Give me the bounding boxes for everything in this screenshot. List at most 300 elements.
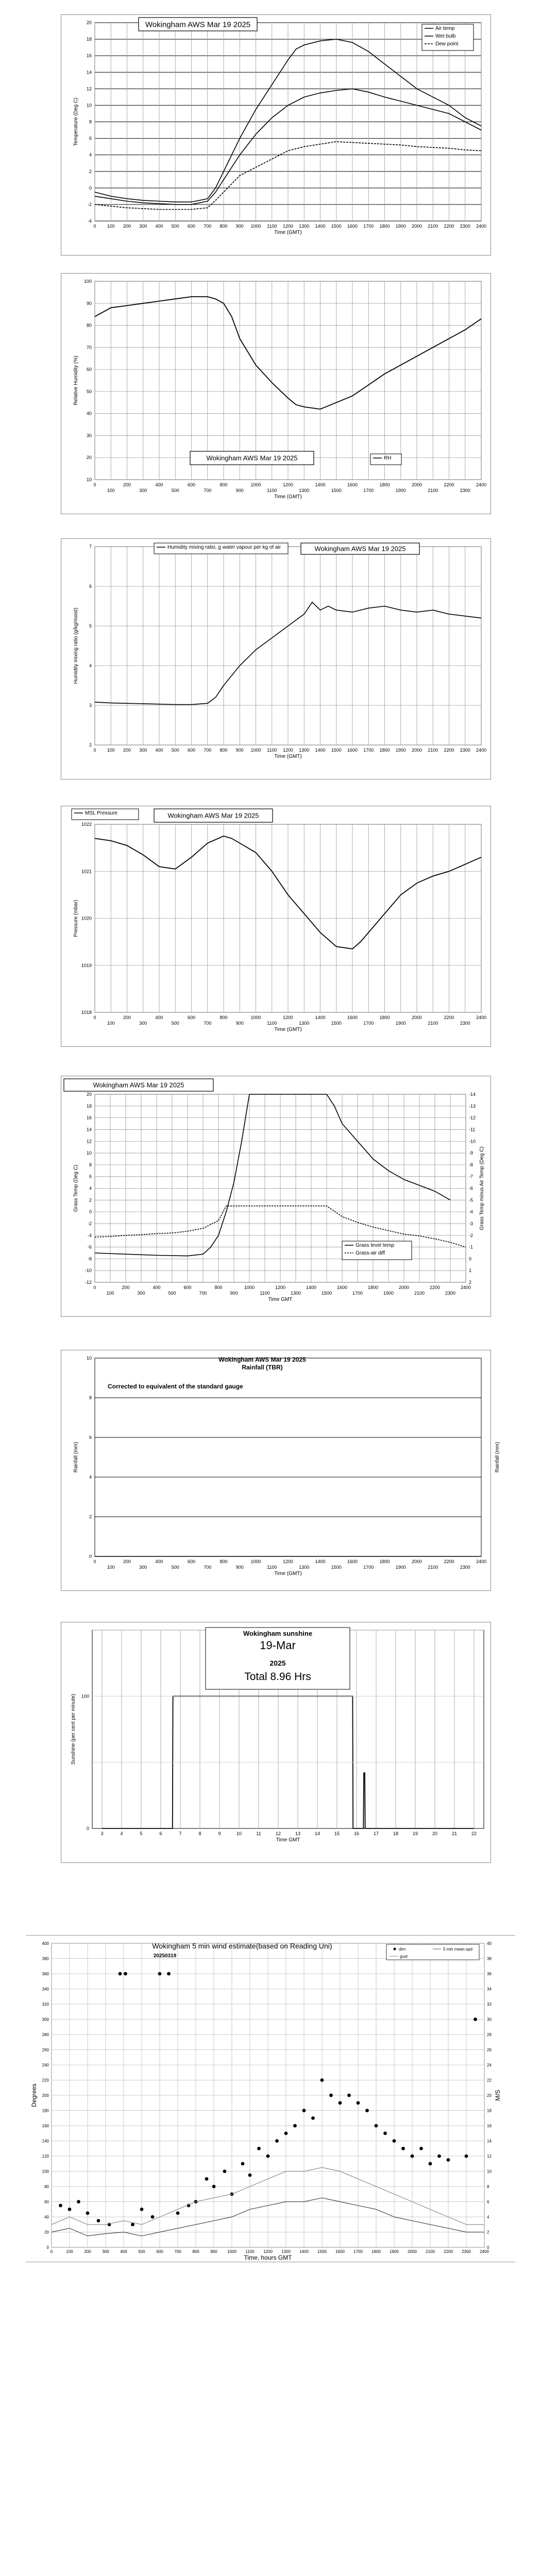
x-tick-label: 0: [50, 2249, 53, 2254]
y-right-tick-label: 24: [487, 2063, 492, 2067]
x-tick-label: 1600: [335, 2249, 345, 2254]
x-tick-label: 1800: [371, 2249, 381, 2254]
data-point-dirn: [223, 2170, 227, 2173]
y-right-tick-label: -10: [469, 1139, 476, 1144]
x-tick-label: 400: [155, 482, 163, 487]
x-tick-label: 1000: [250, 1015, 261, 1020]
x-tick-label: 2400: [476, 1015, 487, 1020]
x-axis-label: Time GMT: [268, 1297, 293, 1302]
data-point-dirn: [140, 2208, 144, 2211]
x-tick-label: 1000: [250, 1559, 261, 1564]
chart-title: Wokingham AWS Mar 19 2025: [314, 545, 406, 553]
data-point-dirn: [59, 2204, 62, 2207]
y-right-tick-label: 0: [469, 1256, 472, 1262]
x-tick-label: 1200: [282, 1559, 294, 1564]
x-tick-label: 2000: [411, 1559, 422, 1564]
y-right-tick-label: -4: [469, 1209, 474, 1215]
x-tick-label: 200: [123, 224, 131, 229]
x-tick-label: 1400: [315, 1559, 326, 1564]
data-point-dirn: [293, 2124, 297, 2128]
y-right-tick-label: 18: [487, 2108, 492, 2113]
chart-annotation: Corrected to equivalent of the standard gauge: [108, 1383, 243, 1390]
y-tick-label: -8: [87, 1256, 92, 1262]
chart-subtitle: 20250319: [153, 1953, 177, 1959]
x-tick-label: 3: [100, 1831, 104, 1836]
y-tick-label: 160: [42, 2124, 49, 2128]
y-tick-label: -10: [84, 1268, 92, 1274]
x-tick-label: 900: [235, 748, 244, 753]
x-minor-tick-label: 900: [235, 488, 244, 493]
data-point-dirn: [284, 2131, 288, 2135]
x-tick-label: 1200: [282, 1015, 294, 1020]
x-tick-label: 4: [120, 1831, 123, 1836]
x-minor-tick-label: 1300: [290, 1291, 301, 1296]
x-tick-label: 700: [204, 748, 212, 753]
x-tick-label: 100: [107, 224, 115, 229]
x-tick-label: 200: [84, 2249, 91, 2254]
y-axis-label: Rainfall (mm): [73, 1442, 79, 1473]
x-minor-tick-label: 2100: [414, 1291, 425, 1296]
chart-total: Total 8.96 Hrs: [244, 1671, 311, 1683]
data-point-dirn: [419, 2147, 423, 2150]
y-axis-label-right: M/S: [494, 2090, 501, 2101]
chart-sunshine: [61, 1622, 492, 1863]
y-right-tick-label: -5: [469, 1197, 474, 1203]
x-tick-label: 20: [432, 1831, 438, 1836]
chart-title: Wokingham AWS Mar 19 2025: [167, 811, 259, 820]
x-tick-label: 1600: [347, 482, 358, 487]
x-tick-label: 19: [412, 1831, 418, 1836]
panel-temperature: [61, 14, 491, 256]
x-tick-label: 1000: [250, 482, 261, 487]
x-tick-label: 300: [139, 224, 147, 229]
x-tick-label: 900: [235, 224, 244, 229]
x-tick-label: 1500: [331, 748, 342, 753]
x-minor-tick-label: 700: [204, 1021, 212, 1026]
x-tick-label: 1800: [379, 482, 390, 487]
x-minor-tick-label: 500: [171, 1565, 179, 1570]
x-axis-label: Time (GMT): [274, 1571, 302, 1577]
y-right-tick-label: -2: [469, 1232, 474, 1238]
y-tick-label: -4: [87, 218, 92, 224]
data-point-dirn: [167, 1972, 171, 1976]
data-point-dirn: [437, 2155, 441, 2158]
y-right-tick-label: -14: [469, 1092, 476, 1097]
y-tick-label: 10: [86, 477, 92, 482]
y-axis-label: Sunshine (per cent per minute): [71, 1693, 76, 1765]
y-right-tick-label: 26: [487, 2047, 492, 2053]
chart-wind: [26, 1936, 515, 2261]
x-minor-tick-label: 500: [171, 488, 179, 493]
data-point-dirn: [151, 2215, 155, 2219]
x-tick-label: 1400: [315, 1015, 326, 1020]
y-tick-label: 1022: [81, 822, 92, 827]
y-tick-label: 0: [89, 1209, 92, 1215]
x-tick-label: 2400: [460, 1285, 471, 1290]
y-axis-label-right: Grass Temp minus Air Temp (Deg C): [479, 1146, 485, 1230]
y-tick-label: 8: [89, 119, 92, 125]
y-tick-label: 70: [86, 345, 92, 350]
data-point-dirn: [97, 2219, 100, 2223]
y-right-tick-label: -9: [469, 1150, 474, 1156]
x-tick-label: 1100: [267, 748, 277, 753]
x-tick-label: 1800: [379, 1559, 390, 1564]
x-tick-label: 1300: [299, 748, 310, 753]
y-tick-label: 320: [42, 2002, 49, 2007]
data-point-dirn: [68, 2208, 72, 2211]
y-tick-label: 140: [42, 2139, 49, 2144]
x-tick-label: 1200: [275, 1285, 286, 1290]
x-tick-label: 400: [155, 224, 163, 229]
y-right-tick-label: -8: [469, 1162, 474, 1167]
panel-mixing-ratio: [61, 538, 491, 779]
data-point-dirn: [429, 2162, 432, 2165]
x-tick-label: 9: [218, 1831, 221, 1836]
y-tick-label: 10: [86, 1355, 92, 1361]
x-minor-tick-label: 1500: [321, 1291, 332, 1296]
y-tick-label: 2: [89, 1197, 92, 1203]
panel-humidity: [61, 273, 491, 514]
x-tick-label: 200: [123, 748, 131, 753]
data-point-dirn: [257, 2147, 261, 2150]
x-axis-label: Time (GMT): [274, 754, 302, 759]
x-tick-label: 700: [204, 224, 212, 229]
x-tick-label: 1800: [379, 1015, 390, 1020]
y-tick-label: 18: [86, 1103, 92, 1109]
x-tick-label: 500: [171, 748, 179, 753]
x-tick-label: 1300: [281, 2249, 291, 2254]
y-tick-label: -2: [87, 1221, 92, 1226]
x-tick-label: 800: [219, 224, 228, 229]
y-right-tick-label: 32: [487, 2002, 492, 2007]
x-tick-label: 1200: [282, 482, 294, 487]
y-tick-label: 200: [42, 2093, 49, 2098]
x-minor-tick-label: 1900: [383, 1291, 394, 1296]
y-tick-label: 80: [44, 2184, 49, 2189]
x-tick-label: 14: [314, 1831, 320, 1836]
x-tick-label: 0: [93, 1559, 96, 1564]
x-tick-label: 1900: [395, 224, 406, 229]
x-tick-label: 0: [93, 224, 96, 229]
x-tick-label: 6: [159, 1831, 162, 1836]
y-tick-label: 6: [89, 584, 92, 589]
y-tick-label: 30: [86, 433, 92, 438]
panel-pressure: [61, 806, 491, 1047]
y-tick-label: 180: [42, 2108, 49, 2113]
y-tick-label: 16: [86, 1115, 92, 1121]
data-point-dirn: [158, 1972, 162, 1976]
y-tick-label: 60: [44, 2199, 49, 2205]
data-point-dirn: [241, 2162, 245, 2165]
x-minor-tick-label: 900: [230, 1291, 238, 1296]
data-point-dirn: [365, 2109, 369, 2112]
x-tick-label: 1400: [299, 2249, 309, 2254]
chart-rainfall: [61, 1350, 500, 1591]
x-tick-label: 8: [198, 1831, 201, 1836]
data-point-dirn: [320, 2078, 324, 2082]
x-tick-label: 2300: [462, 2249, 471, 2254]
chart-title: Wokingham AWS Mar 19 2025: [93, 1081, 184, 1089]
y-tick-label: 3: [89, 703, 92, 708]
x-tick-label: 800: [219, 1559, 228, 1564]
legend-label: 5 min mean spd: [443, 1947, 472, 1952]
x-tick-label: 200: [123, 1015, 131, 1020]
chart-temperature: [61, 15, 492, 256]
y-tick-label: 280: [42, 2032, 49, 2037]
x-tick-label: 200: [123, 1559, 131, 1564]
x-tick-label: 800: [219, 482, 228, 487]
x-tick-label: 1500: [317, 2249, 327, 2254]
x-tick-label: 10: [236, 1831, 242, 1836]
y-tick-label: 12: [86, 86, 92, 92]
data-point-dirn: [176, 2211, 180, 2215]
chart-title: Wokingham AWS Mar 19 2025: [206, 454, 298, 462]
x-tick-label: 600: [187, 748, 196, 753]
x-tick-label: 2000: [411, 748, 422, 753]
y-right-tick-label: -6: [469, 1185, 474, 1191]
y-tick-label: 2: [89, 168, 92, 174]
data-point-dirn: [339, 2101, 342, 2105]
x-minor-tick-label: 1500: [331, 1021, 342, 1026]
x-tick-label: 16: [353, 1831, 360, 1836]
x-minor-tick-label: 2300: [445, 1291, 456, 1296]
x-tick-label: 0: [93, 1285, 96, 1290]
legend-swatch: [394, 1948, 396, 1951]
x-minor-tick-label: 2100: [428, 488, 438, 493]
legend-label: Air temp: [435, 26, 455, 31]
data-point-dirn: [375, 2124, 378, 2128]
x-minor-tick-label: 900: [235, 1565, 244, 1570]
x-tick-label: 2000: [411, 224, 422, 229]
y-tick-label: 90: [86, 300, 92, 306]
y-tick-label: -12: [84, 1280, 92, 1285]
x-tick-label: 1600: [347, 224, 358, 229]
chart-title: Wokingham sunshine: [243, 1630, 313, 1637]
x-tick-label: 600: [183, 1285, 192, 1290]
y-tick-label: 50: [86, 388, 92, 394]
x-minor-tick-label: 1500: [331, 488, 342, 493]
x-minor-tick-label: 2100: [428, 1021, 438, 1026]
x-tick-label: 400: [155, 1559, 163, 1564]
x-tick-label: 1700: [363, 224, 374, 229]
x-tick-label: 1000: [227, 2249, 236, 2254]
y-right-tick-label: 2: [487, 2230, 489, 2235]
x-tick-label: 100: [66, 2249, 73, 2254]
data-point-dirn: [311, 2116, 315, 2120]
y-tick-label: 100: [83, 279, 92, 284]
y-axis-label: Humidity mixing ratio (g/kg/moist): [73, 607, 79, 684]
data-point-dirn: [393, 2139, 396, 2143]
chart-mixing-ratio: [61, 539, 492, 780]
x-tick-label: 1900: [395, 748, 406, 753]
x-tick-label: 2200: [444, 1015, 454, 1020]
y-tick-label: 380: [42, 1956, 49, 1961]
y-axis-label: Relative Humidity (%): [73, 355, 79, 405]
data-point-dirn: [77, 2200, 80, 2204]
x-tick-label: 1400: [315, 748, 326, 753]
chart-grass: [61, 1076, 492, 1317]
x-tick-label: 1600: [347, 1015, 358, 1020]
legend-label: MSL Pressure: [85, 810, 117, 816]
x-tick-label: 2000: [398, 1285, 410, 1290]
y-tick-label: 4: [89, 1475, 92, 1480]
x-minor-tick-label: 1700: [363, 1021, 374, 1026]
legend-label: RH: [384, 455, 392, 461]
x-tick-label: 2200: [444, 748, 454, 753]
y-tick-label: 400: [42, 1941, 49, 1946]
x-minor-tick-label: 900: [235, 1021, 244, 1026]
x-tick-label: 300: [139, 748, 147, 753]
y-right-tick-label: 30: [487, 2017, 492, 2022]
y-axis-label: Pressure (mbar): [73, 900, 79, 937]
y-tick-label: 16: [86, 53, 92, 59]
y-tick-label: 14: [86, 1127, 92, 1132]
legend-label: dirn: [399, 1947, 406, 1952]
x-minor-tick-label: 500: [168, 1291, 176, 1296]
x-tick-label: 1900: [390, 2249, 399, 2254]
y-right-tick-label: -1: [469, 1244, 474, 1250]
x-minor-tick-label: 100: [107, 1021, 115, 1026]
data-point-dirn: [119, 1972, 122, 1976]
y-right-tick-label: 1: [469, 1268, 472, 1274]
y-tick-label: 220: [42, 2078, 49, 2083]
y-tick-label: 240: [42, 2063, 49, 2067]
x-tick-label: 1200: [282, 748, 294, 753]
x-minor-tick-label: 1300: [299, 488, 310, 493]
chart-humidity: [61, 274, 492, 515]
y-tick-label: 1018: [81, 1010, 92, 1015]
x-tick-label: 2200: [444, 224, 454, 229]
y-right-tick-label: 40: [487, 1941, 492, 1946]
x-minor-tick-label: 1900: [395, 488, 406, 493]
x-minor-tick-label: 1300: [299, 1021, 310, 1026]
panel-sunshine: [61, 1622, 491, 1863]
y-right-tick-label: 22: [487, 2078, 492, 2083]
y-tick-label: 20: [86, 20, 92, 25]
y-tick-label: 20: [44, 2230, 49, 2235]
x-tick-label: 1600: [347, 1559, 358, 1564]
x-tick-label: 700: [174, 2249, 181, 2254]
y-right-tick-label: 28: [487, 2032, 492, 2037]
data-point-dirn: [205, 2177, 209, 2181]
x-tick-label: 17: [373, 1831, 379, 1836]
x-tick-label: 1300: [299, 224, 310, 229]
x-tick-label: 200: [123, 482, 131, 487]
x-tick-label: 600: [187, 482, 196, 487]
x-tick-label: 200: [122, 1285, 130, 1290]
x-tick-label: 2300: [460, 748, 470, 753]
data-point-dirn: [329, 2094, 333, 2097]
y-tick-label: 1019: [81, 962, 92, 968]
x-minor-tick-label: 100: [107, 1565, 115, 1570]
y-axis-label: Grass Temp (Deg C): [73, 1164, 79, 1212]
x-tick-label: 2300: [460, 224, 470, 229]
y-tick-label: 6: [89, 1174, 92, 1179]
x-minor-tick-label: 300: [139, 1565, 147, 1570]
y-tick-label: 1020: [81, 916, 92, 921]
x-tick-label: 2000: [408, 2249, 417, 2254]
x-tick-label: 600: [187, 1015, 196, 1020]
x-tick-label: 2400: [480, 2249, 489, 2254]
y-tick-label: 4: [89, 663, 92, 668]
x-tick-label: 400: [155, 748, 163, 753]
x-tick-label: 800: [219, 748, 228, 753]
y-right-tick-label: 12: [487, 2154, 492, 2159]
y-axis-label: Degrees: [30, 2083, 38, 2107]
y-right-tick-label: -7: [469, 1174, 474, 1179]
y-right-tick-label: 4: [487, 2215, 489, 2219]
x-tick-label: 1200: [282, 224, 294, 229]
y-tick-label: -4: [87, 1232, 92, 1238]
y-right-tick-label: 34: [487, 1987, 492, 1992]
panel-rainfall: [61, 1350, 500, 1591]
x-minor-tick-label: 2300: [460, 1565, 470, 1570]
data-point-dirn: [86, 2211, 90, 2215]
y-tick-label: 5: [89, 623, 92, 629]
x-tick-label: 400: [153, 1285, 161, 1290]
y-tick-label: -6: [87, 1244, 92, 1250]
y-tick-label: 7: [89, 544, 92, 549]
x-minor-tick-label: 100: [107, 488, 115, 493]
panel-grass: [61, 1076, 491, 1317]
data-point-dirn: [124, 1972, 127, 1976]
x-tick-label: 1000: [250, 224, 261, 229]
y-right-tick-label: 14: [487, 2139, 492, 2144]
x-minor-tick-label: 2300: [460, 488, 470, 493]
data-point-dirn: [465, 2155, 468, 2158]
x-tick-label: 500: [171, 224, 179, 229]
x-tick-label: 13: [295, 1831, 301, 1836]
x-tick-label: 2400: [476, 224, 487, 229]
x-minor-tick-label: 1700: [352, 1291, 363, 1296]
x-tick-label: 0: [93, 482, 96, 487]
x-tick-label: 300: [102, 2249, 109, 2254]
x-minor-tick-label: 1100: [267, 488, 277, 493]
x-tick-label: 1100: [245, 2249, 255, 2254]
x-tick-label: 1400: [306, 1285, 317, 1290]
x-tick-label: 21: [451, 1831, 458, 1836]
y-tick-label: 2: [89, 742, 92, 748]
data-point-dirn: [347, 2094, 351, 2097]
x-tick-label: 1700: [353, 2249, 363, 2254]
y-tick-label: 360: [42, 1972, 49, 1976]
x-tick-label: 12: [275, 1831, 281, 1836]
x-axis-label: Time (GMT): [274, 494, 302, 500]
legend-label: gust: [400, 1954, 408, 1959]
x-tick-label: 1100: [267, 224, 277, 229]
x-tick-label: 800: [192, 2249, 199, 2254]
x-tick-label: 0: [93, 748, 96, 753]
x-tick-label: 800: [214, 1285, 223, 1290]
x-tick-label: 0: [93, 1015, 96, 1020]
x-minor-tick-label: 100: [106, 1291, 114, 1296]
chart-title: Wokingham AWS Mar 19 2025: [145, 20, 251, 29]
y-tick-label: 0: [89, 185, 92, 191]
x-minor-tick-label: 1500: [331, 1565, 342, 1570]
x-tick-label: 2400: [476, 1559, 487, 1564]
x-minor-tick-label: 1300: [299, 1565, 310, 1570]
y-tick-label: 4: [89, 1185, 92, 1191]
y-tick-label: -2: [87, 201, 92, 207]
y-tick-label: 340: [42, 1987, 49, 1992]
x-axis-label: Time GMT: [276, 1837, 300, 1843]
x-tick-label: 600: [187, 224, 196, 229]
data-point-dirn: [357, 2101, 360, 2105]
data-point-dirn: [447, 2158, 450, 2162]
x-tick-label: 600: [187, 1559, 196, 1564]
x-tick-label: 1600: [347, 748, 358, 753]
x-tick-label: 900: [210, 2249, 217, 2254]
